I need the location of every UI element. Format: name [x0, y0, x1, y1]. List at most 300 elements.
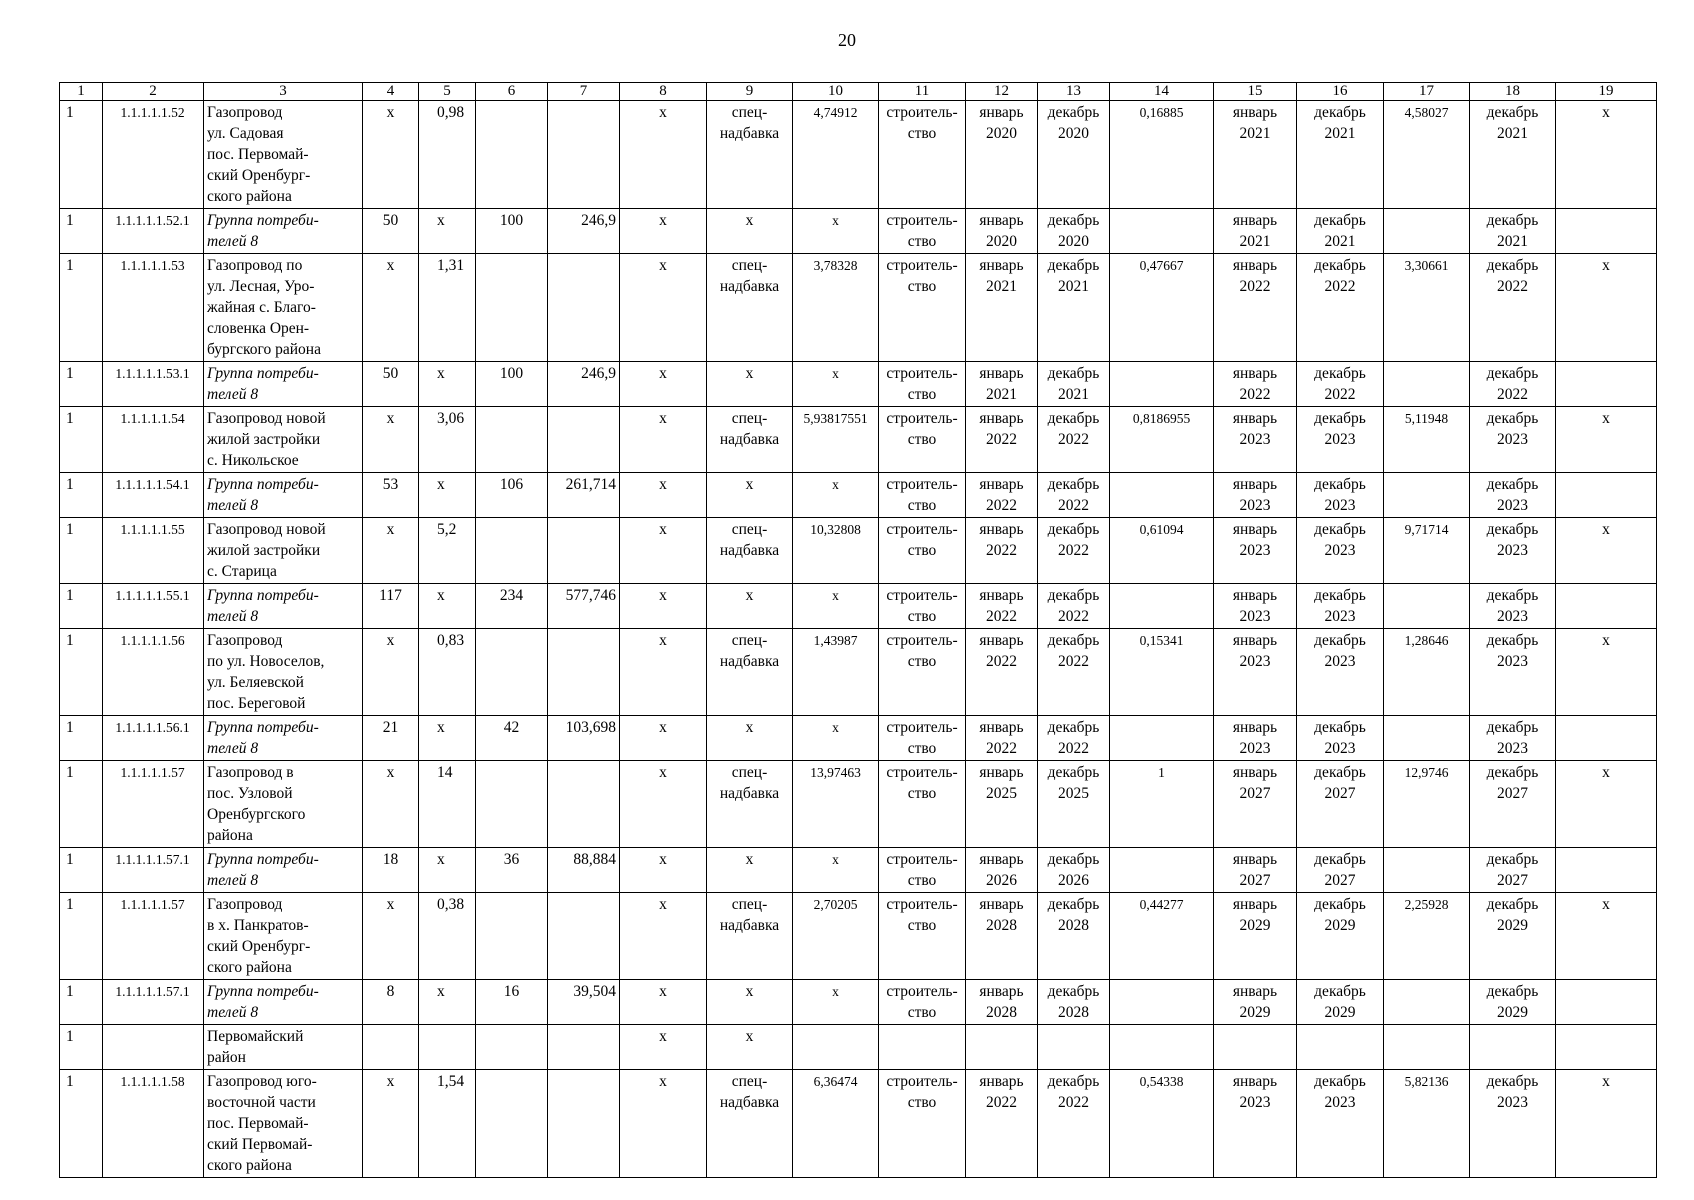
cell-col-5: 0,98 [419, 101, 476, 209]
cell-col-11: строитель- ство [879, 209, 966, 254]
cell-col-19: х [1556, 761, 1657, 848]
column-header-2: 2 [103, 83, 204, 101]
cell-col-18: декабрь 2023 [1470, 473, 1556, 518]
cell-col-2: 1.1.1.1.1.56.1 [103, 716, 204, 761]
cell-col-2: 1.1.1.1.1.57 [103, 893, 204, 980]
cell-col-4: х [363, 761, 419, 848]
cell-col-4: 21 [363, 716, 419, 761]
cell-col-7 [548, 518, 620, 584]
cell-col-14: 0,54338 [1110, 1070, 1214, 1178]
cell-col-1: 1 [60, 473, 103, 518]
cell-col-2: 1.1.1.1.1.55 [103, 518, 204, 584]
cell-col-19 [1556, 980, 1657, 1025]
cell-col-19: х [1556, 629, 1657, 716]
cell-col-9: спец- надбавка [707, 101, 793, 209]
cell-col-16: декабрь 2023 [1297, 518, 1384, 584]
cell-col-4: 50 [363, 209, 419, 254]
cell-col-9: спец- надбавка [707, 629, 793, 716]
cell-col-9: спец- надбавка [707, 518, 793, 584]
cell-col-9: х [707, 584, 793, 629]
cell-col-12: январь 2022 [966, 629, 1038, 716]
cell-col-15: январь 2029 [1214, 980, 1297, 1025]
table-row [60, 362, 1657, 407]
cell-col-14: 0,8186955 [1110, 407, 1214, 473]
cell-col-9: х [707, 362, 793, 407]
cell-col-10: х [793, 473, 879, 518]
cell-col-3: Группа потреби- телей 8 [204, 362, 363, 407]
cell-col-3: Газопровод ул. Садовая пос. Первомай- ский Оренбург- ского района [204, 101, 363, 209]
cell-col-11: строитель- ство [879, 584, 966, 629]
cell-col-9: х [707, 980, 793, 1025]
cell-col-7 [548, 1025, 620, 1070]
cell-col-17 [1384, 848, 1470, 893]
cell-col-15: январь 2022 [1214, 254, 1297, 362]
cell-col-4: 18 [363, 848, 419, 893]
cell-col-9: х [707, 209, 793, 254]
cell-col-19: х [1556, 407, 1657, 473]
cell-col-3: Газопровод новой жилой застройки с. Никольское [204, 407, 363, 473]
cell-col-1: 1 [60, 761, 103, 848]
cell-col-10: 13,97463 [793, 761, 879, 848]
cell-col-2: 1.1.1.1.1.56 [103, 629, 204, 716]
column-header-9: 9 [707, 83, 793, 101]
cell-col-17: 5,82136 [1384, 1070, 1470, 1178]
cell-col-6: 16 [476, 980, 548, 1025]
cell-col-7 [548, 1070, 620, 1178]
cell-col-1: 1 [60, 1070, 103, 1178]
cell-col-15: январь 2023 [1214, 716, 1297, 761]
table-row [60, 848, 1657, 893]
cell-col-13: декабрь 2028 [1038, 893, 1110, 980]
cell-col-18: декабрь 2022 [1470, 254, 1556, 362]
cell-col-5: х [419, 584, 476, 629]
cell-col-12: январь 2022 [966, 716, 1038, 761]
cell-col-8: х [620, 980, 707, 1025]
cell-col-14: 0,16885 [1110, 101, 1214, 209]
cell-col-1: 1 [60, 893, 103, 980]
cell-col-8: х [620, 1025, 707, 1070]
cell-col-15: январь 2021 [1214, 209, 1297, 254]
cell-col-15: январь 2027 [1214, 848, 1297, 893]
cell-col-6 [476, 518, 548, 584]
cell-col-5: 14 [419, 761, 476, 848]
cell-col-12: январь 2020 [966, 101, 1038, 209]
cell-col-2: 1.1.1.1.1.52 [103, 101, 204, 209]
cell-col-15: январь 2023 [1214, 473, 1297, 518]
cell-col-6: 100 [476, 209, 548, 254]
table-row [60, 761, 1657, 848]
cell-col-8: х [620, 101, 707, 209]
cell-col-18: декабрь 2029 [1470, 893, 1556, 980]
cell-col-6: 42 [476, 716, 548, 761]
cell-col-12: январь 2021 [966, 362, 1038, 407]
cell-col-17 [1384, 584, 1470, 629]
cell-col-12 [966, 1025, 1038, 1070]
cell-col-14: 0,15341 [1110, 629, 1214, 716]
cell-col-3: Группа потреби- телей 8 [204, 848, 363, 893]
table-row [60, 101, 1657, 209]
cell-col-6 [476, 1025, 548, 1070]
cell-col-5 [419, 1025, 476, 1070]
cell-col-11: строитель- ство [879, 1070, 966, 1178]
table-row [60, 518, 1657, 584]
cell-col-12: январь 2028 [966, 893, 1038, 980]
cell-col-16: декабрь 2021 [1297, 209, 1384, 254]
cell-col-12: январь 2022 [966, 1070, 1038, 1178]
cell-col-7: 88,884 [548, 848, 620, 893]
cell-col-8: х [620, 254, 707, 362]
cell-col-13: декабрь 2022 [1038, 407, 1110, 473]
cell-col-2: 1.1.1.1.1.53 [103, 254, 204, 362]
cell-col-9: х [707, 1025, 793, 1070]
cell-col-10: х [793, 848, 879, 893]
table-row [60, 893, 1657, 980]
cell-col-13: декабрь 2021 [1038, 362, 1110, 407]
cell-col-6: 106 [476, 473, 548, 518]
cell-col-4 [363, 1025, 419, 1070]
cell-col-8: х [620, 893, 707, 980]
column-header-19: 19 [1556, 83, 1657, 101]
column-header-8: 8 [620, 83, 707, 101]
cell-col-8: х [620, 629, 707, 716]
cell-col-6 [476, 407, 548, 473]
cell-col-10: 5,93817551 [793, 407, 879, 473]
cell-col-16: декабрь 2023 [1297, 629, 1384, 716]
cell-col-13: декабрь 2022 [1038, 584, 1110, 629]
cell-col-5: х [419, 473, 476, 518]
table-row [60, 209, 1657, 254]
cell-col-14: 0,47667 [1110, 254, 1214, 362]
cell-col-13: декабрь 2022 [1038, 629, 1110, 716]
cell-col-18: декабрь 2023 [1470, 1070, 1556, 1178]
cell-col-3: Группа потреби- телей 8 [204, 209, 363, 254]
cell-col-16: декабрь 2022 [1297, 254, 1384, 362]
table-row [60, 473, 1657, 518]
cell-col-9: х [707, 848, 793, 893]
cell-col-6 [476, 101, 548, 209]
table-row [60, 1070, 1657, 1178]
cell-col-11: строитель- ство [879, 629, 966, 716]
cell-col-14 [1110, 1025, 1214, 1070]
cell-col-10: 4,74912 [793, 101, 879, 209]
cell-col-18: декабрь 2027 [1470, 761, 1556, 848]
cell-col-19 [1556, 716, 1657, 761]
cell-col-14 [1110, 980, 1214, 1025]
cell-col-14: 0,61094 [1110, 518, 1214, 584]
cell-col-19 [1556, 1025, 1657, 1070]
cell-col-16: декабрь 2029 [1297, 893, 1384, 980]
cell-col-5: х [419, 980, 476, 1025]
cell-col-13: декабрь 2022 [1038, 518, 1110, 584]
cell-col-1: 1 [60, 584, 103, 629]
cell-col-9: спец- надбавка [707, 1070, 793, 1178]
cell-col-15: январь 2022 [1214, 362, 1297, 407]
cell-col-5: 1,54 [419, 1070, 476, 1178]
cell-col-19 [1556, 584, 1657, 629]
cell-col-13 [1038, 1025, 1110, 1070]
cell-col-14 [1110, 209, 1214, 254]
cell-col-17: 4,58027 [1384, 101, 1470, 209]
cell-col-5: 3,06 [419, 407, 476, 473]
column-header-5: 5 [419, 83, 476, 101]
cell-col-17: 5,11948 [1384, 407, 1470, 473]
table-row [60, 407, 1657, 473]
cell-col-16: декабрь 2023 [1297, 584, 1384, 629]
cell-col-14: 0,44277 [1110, 893, 1214, 980]
cell-col-1: 1 [60, 980, 103, 1025]
cell-col-10: х [793, 716, 879, 761]
cell-col-2: 1.1.1.1.1.57.1 [103, 848, 204, 893]
column-header-15: 15 [1214, 83, 1297, 101]
cell-col-2: 1.1.1.1.1.54 [103, 407, 204, 473]
cell-col-15: январь 2027 [1214, 761, 1297, 848]
cell-col-2: 1.1.1.1.1.53.1 [103, 362, 204, 407]
cell-col-18: декабрь 2023 [1470, 518, 1556, 584]
cell-col-18: декабрь 2027 [1470, 848, 1556, 893]
page-number: 20 [838, 30, 856, 50]
cell-col-6 [476, 629, 548, 716]
cell-col-19: х [1556, 893, 1657, 980]
cell-col-1: 1 [60, 518, 103, 584]
cell-col-4: 8 [363, 980, 419, 1025]
cell-col-14 [1110, 362, 1214, 407]
cell-col-17 [1384, 980, 1470, 1025]
cell-col-8: х [620, 761, 707, 848]
cell-col-16: декабрь 2023 [1297, 716, 1384, 761]
cell-col-4: х [363, 518, 419, 584]
cell-col-9: х [707, 716, 793, 761]
cell-col-11: строитель- ство [879, 893, 966, 980]
cell-col-10: 3,78328 [793, 254, 879, 362]
cell-col-18: декабрь 2029 [1470, 980, 1556, 1025]
cell-col-15: январь 2021 [1214, 101, 1297, 209]
cell-col-14 [1110, 584, 1214, 629]
cell-col-1: 1 [60, 209, 103, 254]
table-row [60, 980, 1657, 1025]
column-header-18: 18 [1470, 83, 1556, 101]
data-table [59, 82, 1657, 1178]
cell-col-1: 1 [60, 254, 103, 362]
cell-col-2: 1.1.1.1.1.54.1 [103, 473, 204, 518]
cell-col-12: январь 2026 [966, 848, 1038, 893]
cell-col-10: х [793, 362, 879, 407]
cell-col-15: январь 2023 [1214, 584, 1297, 629]
cell-col-10: х [793, 209, 879, 254]
cell-col-4: 117 [363, 584, 419, 629]
cell-col-5: 0,83 [419, 629, 476, 716]
cell-col-11: строитель- ство [879, 254, 966, 362]
header-row [60, 83, 1657, 101]
cell-col-11: строитель- ство [879, 716, 966, 761]
cell-col-12: январь 2025 [966, 761, 1038, 848]
cell-col-11: строитель- ство [879, 101, 966, 209]
cell-col-11: строитель- ство [879, 761, 966, 848]
cell-col-12: январь 2020 [966, 209, 1038, 254]
cell-col-18: декабрь 2023 [1470, 407, 1556, 473]
cell-col-15 [1214, 1025, 1297, 1070]
cell-col-17: 1,28646 [1384, 629, 1470, 716]
cell-col-13: декабрь 2020 [1038, 101, 1110, 209]
cell-col-10: 10,32808 [793, 518, 879, 584]
cell-col-17: 3,30661 [1384, 254, 1470, 362]
column-header-6: 6 [476, 83, 548, 101]
cell-col-17 [1384, 362, 1470, 407]
column-header-17: 17 [1384, 83, 1470, 101]
cell-col-8: х [620, 473, 707, 518]
cell-col-11: строитель- ство [879, 518, 966, 584]
cell-col-19 [1556, 362, 1657, 407]
cell-col-8: х [620, 362, 707, 407]
cell-col-15: январь 2023 [1214, 1070, 1297, 1178]
cell-col-10 [793, 1025, 879, 1070]
cell-col-5: х [419, 848, 476, 893]
cell-col-7: 577,746 [548, 584, 620, 629]
column-header-12: 12 [966, 83, 1038, 101]
cell-col-3: Газопровод в х. Панкратов- ский Оренбург- ского района [204, 893, 363, 980]
cell-col-16 [1297, 1025, 1384, 1070]
cell-col-6 [476, 893, 548, 980]
cell-col-10: х [793, 980, 879, 1025]
cell-col-11 [879, 1025, 966, 1070]
cell-col-13: декабрь 2022 [1038, 473, 1110, 518]
cell-col-18 [1470, 1025, 1556, 1070]
cell-col-6: 36 [476, 848, 548, 893]
cell-col-1: 1 [60, 101, 103, 209]
cell-col-17 [1384, 1025, 1470, 1070]
cell-col-3: Группа потреби- телей 8 [204, 980, 363, 1025]
cell-col-16: декабрь 2023 [1297, 1070, 1384, 1178]
cell-col-7: 103,698 [548, 716, 620, 761]
cell-col-13: декабрь 2020 [1038, 209, 1110, 254]
cell-col-6: 234 [476, 584, 548, 629]
cell-col-8: х [620, 848, 707, 893]
cell-col-8: х [620, 1070, 707, 1178]
cell-col-5: х [419, 209, 476, 254]
cell-col-7 [548, 407, 620, 473]
cell-col-7: 261,714 [548, 473, 620, 518]
cell-col-3: Газопровод в пос. Узловой Оренбургского района [204, 761, 363, 848]
cell-col-5: х [419, 362, 476, 407]
cell-col-8: х [620, 518, 707, 584]
cell-col-15: январь 2023 [1214, 629, 1297, 716]
cell-col-5: 0,38 [419, 893, 476, 980]
cell-col-18: декабрь 2021 [1470, 101, 1556, 209]
cell-col-3: Газопровод по ул. Лесная, Уро- жайная с. Благо- словенка Орен- бургского района [204, 254, 363, 362]
column-header-11: 11 [879, 83, 966, 101]
cell-col-12: январь 2022 [966, 518, 1038, 584]
cell-col-17 [1384, 209, 1470, 254]
cell-col-4: х [363, 1070, 419, 1178]
cell-col-18: декабрь 2022 [1470, 362, 1556, 407]
cell-col-3: Группа потреби- телей 8 [204, 473, 363, 518]
cell-col-13: декабрь 2025 [1038, 761, 1110, 848]
cell-col-19: х [1556, 254, 1657, 362]
cell-col-13: декабрь 2026 [1038, 848, 1110, 893]
cell-col-13: декабрь 2022 [1038, 716, 1110, 761]
column-header-3: 3 [204, 83, 363, 101]
cell-col-9: спец- надбавка [707, 254, 793, 362]
cell-col-14 [1110, 716, 1214, 761]
cell-col-9: х [707, 473, 793, 518]
cell-col-6 [476, 1070, 548, 1178]
cell-col-9: спец- надбавка [707, 761, 793, 848]
cell-col-10: х [793, 584, 879, 629]
column-header-1: 1 [60, 83, 103, 101]
cell-col-7 [548, 629, 620, 716]
cell-col-7: 246,9 [548, 209, 620, 254]
cell-col-5: х [419, 716, 476, 761]
cell-col-17 [1384, 473, 1470, 518]
cell-col-16: декабрь 2023 [1297, 473, 1384, 518]
cell-col-13: декабрь 2022 [1038, 1070, 1110, 1178]
column-header-4: 4 [363, 83, 419, 101]
cell-col-2: 1.1.1.1.1.55.1 [103, 584, 204, 629]
cell-col-4: х [363, 629, 419, 716]
cell-col-1: 1 [60, 1025, 103, 1070]
cell-col-2: 1.1.1.1.1.57.1 [103, 980, 204, 1025]
cell-col-12: январь 2022 [966, 407, 1038, 473]
cell-col-14 [1110, 473, 1214, 518]
cell-col-16: декабрь 2027 [1297, 848, 1384, 893]
cell-col-18: декабрь 2023 [1470, 629, 1556, 716]
cell-col-17: 2,25928 [1384, 893, 1470, 980]
cell-col-12: январь 2022 [966, 473, 1038, 518]
cell-col-9: спец- надбавка [707, 893, 793, 980]
cell-col-14 [1110, 848, 1214, 893]
cell-col-12: январь 2021 [966, 254, 1038, 362]
cell-col-11: строитель- ство [879, 407, 966, 473]
cell-col-3: Группа потреби- телей 8 [204, 584, 363, 629]
cell-col-11: строитель- ство [879, 473, 966, 518]
cell-col-17 [1384, 716, 1470, 761]
column-header-13: 13 [1038, 83, 1110, 101]
cell-col-2: 1.1.1.1.1.57 [103, 761, 204, 848]
cell-col-15: январь 2023 [1214, 518, 1297, 584]
cell-col-2 [103, 1025, 204, 1070]
cell-col-4: х [363, 407, 419, 473]
table-row [60, 716, 1657, 761]
table-row [60, 1025, 1657, 1070]
cell-col-16: декабрь 2022 [1297, 362, 1384, 407]
cell-col-19: х [1556, 1070, 1657, 1178]
cell-col-1: 1 [60, 362, 103, 407]
cell-col-16: декабрь 2027 [1297, 761, 1384, 848]
cell-col-1: 1 [60, 716, 103, 761]
cell-col-9: спец- надбавка [707, 407, 793, 473]
cell-col-2: 1.1.1.1.1.52.1 [103, 209, 204, 254]
cell-col-2: 1.1.1.1.1.58 [103, 1070, 204, 1178]
cell-col-11: строитель- ство [879, 980, 966, 1025]
cell-col-19 [1556, 848, 1657, 893]
column-header-14: 14 [1110, 83, 1214, 101]
cell-col-6 [476, 761, 548, 848]
column-header-7: 7 [548, 83, 620, 101]
cell-col-7 [548, 101, 620, 209]
cell-col-3: Газопровод новой жилой застройки с. Старица [204, 518, 363, 584]
cell-col-4: х [363, 254, 419, 362]
cell-col-8: х [620, 716, 707, 761]
cell-col-1: 1 [60, 407, 103, 473]
cell-col-6 [476, 254, 548, 362]
cell-col-1: 1 [60, 848, 103, 893]
cell-col-14: 1 [1110, 761, 1214, 848]
table-row [60, 584, 1657, 629]
cell-col-19 [1556, 209, 1657, 254]
cell-col-4: х [363, 893, 419, 980]
cell-col-7: 246,9 [548, 362, 620, 407]
cell-col-5: 1,31 [419, 254, 476, 362]
cell-col-6: 100 [476, 362, 548, 407]
